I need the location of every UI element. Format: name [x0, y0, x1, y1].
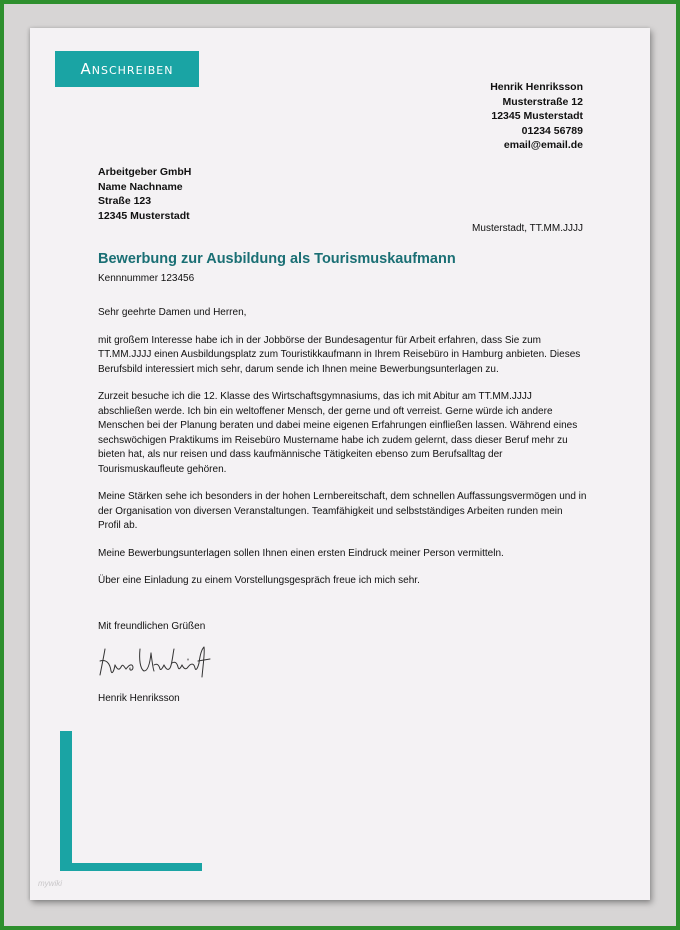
letter-body: [98, 306, 588, 602]
letter-page: [30, 28, 650, 900]
header-label: Anschreiben: [80, 60, 174, 78]
letter-date: Musterstadt, TT.MM.JJJJ: [472, 223, 583, 234]
recipient-name: Name Nachname: [98, 180, 183, 193]
recipient-block: [98, 165, 191, 223]
header-label-box: [55, 51, 199, 87]
body-paragraph: Zurzeit besuche ich die 12. Klasse des Wirtschaftsgymnasiums, das ich mit Abitur am TT.MM.JJJJ abschließen werde. Ich bin ein weltoffener Mensch, der gerne und oft verreist. Gerne würde ich andere Menschen bei der Planung beraten und dabei meine eigenen Erfahrungen einfließen lassen. Während eines sechswöchigen Praktikums im Reisebüro Mustername habe ich zudem gelernt, dass dieser Beruf mehr zu bieten hat, als nur reisen und dass kaufmännische Tätigkeiten ebenso zum Berufsalltag der Tourismuskaufleute gehören.: [98, 391, 578, 475]
recipient-city: 12345 Musterstadt: [98, 209, 190, 222]
closing-phrase: Mit freundlichen Grüßen: [98, 621, 206, 632]
signature-image: [96, 641, 216, 681]
body-paragraph: Über eine Einladung zu einem Vorstellungsgespräch freue ich mich sehr.: [98, 575, 420, 586]
signer-name: Henrik Henriksson: [98, 693, 180, 704]
body-paragraph: mit großem Interesse habe ich in der Jobbörse der Bundesagentur für Arbeit erfahren, dass Sie zum TT.MM.JJJJ einen Ausbildungsplatz zum Touristikkaufmann in Ihrem Reisebüro in Hamburg anbieten. Dieses Berufsbild interessiert mich sehr, darum sende ich Ihnen meine Bewerbungsunterlagen zu.: [98, 334, 581, 375]
decorative-bracket-horizontal: [60, 863, 202, 871]
sender-name: Henrik Henriksson: [490, 81, 583, 93]
reference-number: Kennnummer 123456: [98, 273, 195, 284]
recipient-street: Straße 123: [98, 195, 152, 207]
body-paragraph: Meine Bewerbungsunterlagen sollen Ihnen einen ersten Eindruck meiner Person vermitteln.: [98, 547, 504, 559]
sender-phone: 01234 56789: [521, 124, 583, 137]
letter-subject: Bewerbung zur Ausbildung als Tourismuskaufmann: [98, 251, 456, 267]
recipient-company: Arbeitgeber GmbH: [98, 166, 192, 178]
sender-block: [490, 80, 583, 153]
sender-city: 12345 Musterstadt: [491, 110, 583, 122]
sender-email: email@email.de: [503, 139, 583, 151]
salutation: Sehr geehrte Damen und Herren,: [98, 307, 247, 318]
watermark: mywiki: [38, 879, 62, 888]
body-paragraph: Meine Stärken sehe ich besonders in der hohen Lernbereitschaft, dem schnellen Auffassungsvermögen und in der Organisation von diversen Veranstaltungen. Teamfähigkeit und selbstständiges Arbeiten runden mein Profil ab.: [98, 491, 587, 531]
decorative-bracket-vertical: [60, 731, 72, 871]
sender-street: Musterstraße 12: [502, 95, 583, 108]
